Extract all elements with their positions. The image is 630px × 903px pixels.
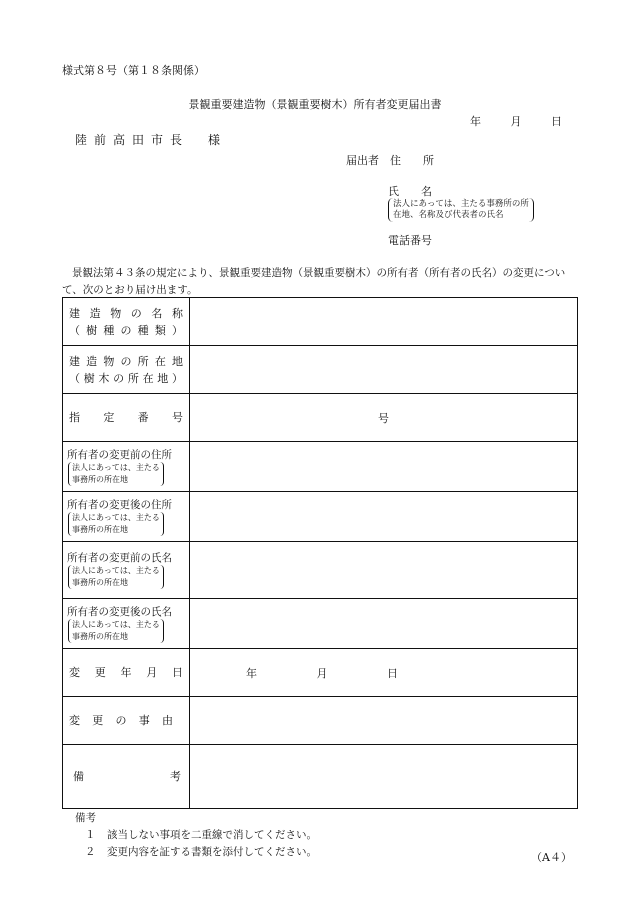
table-row	[63, 542, 578, 599]
date-month: 月	[510, 115, 522, 128]
submission-date	[452, 113, 562, 129]
notes-section	[75, 810, 317, 861]
change-date-month: 月	[316, 666, 328, 680]
designation-number-label: 指定番号	[63, 394, 190, 442]
corp-note-bracket: 法人にあっては、主たる 事務所の所在地	[68, 462, 164, 486]
change-date-label: 変更年月日	[63, 649, 190, 697]
corporation-note-line2: 在地、名称及び代表者の氏名	[393, 210, 504, 220]
note-item: ２ 変更内容を証する書類を添付してください。	[85, 846, 317, 858]
building-location-field[interactable]	[190, 346, 578, 394]
building-location-label: 建造物の所在地 （樹木の所在地）	[63, 346, 190, 394]
change-date-day: 日	[387, 666, 398, 680]
table-row	[63, 492, 578, 542]
change-date-year: 年	[246, 666, 257, 680]
prev-owner-name-label: 所有者の変更前の氏名 法人にあっては、主たる 事務所の所在地	[63, 542, 190, 599]
corp-note-bracket: 法人にあっては、主たる 事務所の所在地	[68, 512, 164, 536]
change-reason-field[interactable]	[190, 697, 578, 745]
building-name-label: 建造物の名称 （樹種の種類）	[63, 298, 190, 346]
note-item: １ 該当しない事項を二重線で消してください。	[85, 829, 317, 841]
date-day: 日	[551, 115, 562, 128]
table-row	[63, 745, 578, 809]
prev-owner-address-label: 所有者の変更前の住所 法人にあっては、主たる 事務所の所在地	[63, 442, 190, 492]
change-reason-label: 変更の事由	[63, 697, 190, 745]
phone-label: 電話番号	[388, 234, 432, 247]
addressee: 陸前高田市長 様	[75, 133, 228, 147]
remarks-field[interactable]	[190, 745, 578, 809]
paper-size: （A４）	[531, 851, 572, 864]
new-owner-name-label: 所有者の変更後の氏名 法人にあっては、主たる 事務所の所在地	[63, 599, 190, 649]
table-row	[63, 394, 578, 442]
document-title: 景観重要建造物（景観重要樹木）所有者変更届出書	[188, 98, 442, 111]
notification-table	[62, 297, 578, 809]
table-row	[63, 649, 578, 697]
table-row	[63, 697, 578, 745]
designation-number-field[interactable]	[190, 394, 578, 442]
table-row	[63, 298, 578, 346]
table-row	[63, 599, 578, 649]
table-row	[63, 442, 578, 492]
date-year: 年	[470, 115, 481, 128]
change-date-field[interactable]	[190, 649, 578, 697]
new-owner-name-field[interactable]	[190, 599, 578, 649]
new-owner-address-field[interactable]	[190, 492, 578, 542]
remarks-label: 備考	[63, 745, 190, 809]
statement-text: 景観法第４３条の規定により、景観重要建造物（景観重要樹木）の所有者（所有者の氏名）の変更について、次のとおり届け出ます。	[62, 267, 566, 296]
notifier-name-label: 氏 名	[388, 185, 432, 198]
building-name-field[interactable]	[190, 298, 578, 346]
corp-note-bracket: 法人にあっては、主たる 事務所の所在地	[68, 565, 164, 589]
form-number: 様式第８号（第１８条関係）	[62, 64, 205, 77]
table-row	[63, 346, 578, 394]
prev-owner-address-field[interactable]	[190, 442, 578, 492]
designation-number-unit: 号	[378, 411, 389, 425]
notifier-address-label: 届出者 住 所	[346, 154, 434, 167]
notes-heading: 備考	[75, 812, 96, 824]
new-owner-address-label: 所有者の変更後の住所 法人にあっては、主たる 事務所の所在地	[63, 492, 190, 542]
corp-note-bracket: 法人にあっては、主たる 事務所の所在地	[68, 619, 164, 643]
corporation-note	[388, 198, 534, 222]
prev-owner-name-field[interactable]	[190, 542, 578, 599]
corporation-note-line1: 法人にあっては、主たる事務所の所	[393, 199, 529, 209]
